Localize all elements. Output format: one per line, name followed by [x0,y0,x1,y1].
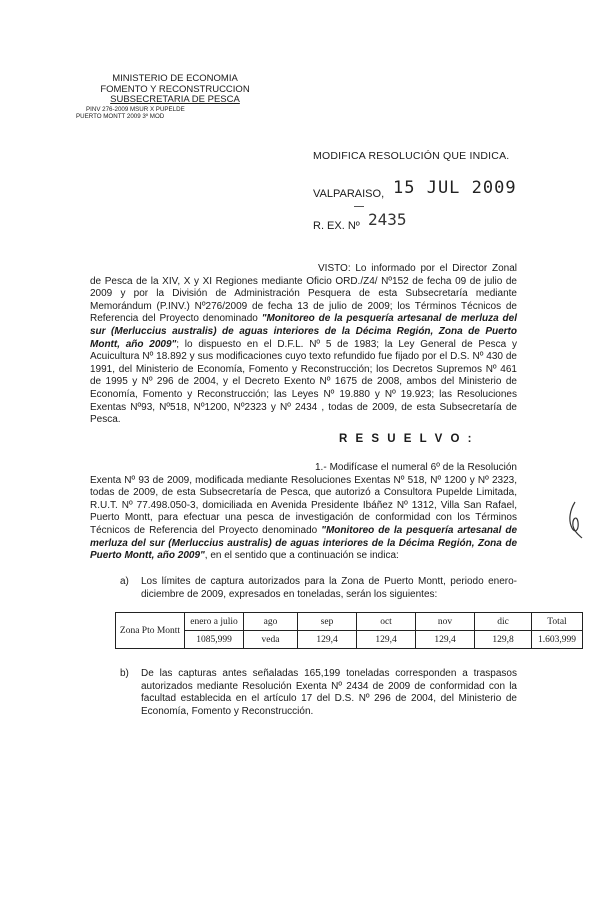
table-row [116,631,583,649]
header-cell: nov [416,613,475,631]
letterhead [76,73,270,120]
resuelvo-heading: R E S U E L V O : [339,433,474,445]
reference-line-1: PINV 276-2009 MSUR X PUPELDE [86,105,185,113]
place-label: VALPARAISO, [313,188,385,200]
header-cell: ago [244,613,298,631]
item-1-text-b: , en el sentido que a continuación se indica: [204,550,399,562]
header-cell: Total [532,613,583,631]
ministry-subname: FOMENTO Y RECONSTRUCCION [100,83,250,95]
document-title: MODIFICA RESOLUCIÓN QUE INDICA. [313,150,510,162]
value-cell: 129,4 [416,631,475,649]
resolution-label: R. EX. Nº [313,220,360,232]
sub-a-label: a) [120,576,129,587]
visto-text-2: ; lo dispuesto en el D.F.L. Nº 5 de 1983; la Ley General de Pesca y Acuicultura Nº 18.892 y sus modificaciones cuyo texto refundido fue fijado por el D.S. Nº 430 de 1991, del Ministerio de Economía, Fomento y Reconstrucción; los Decretos Supremos Nº 461 de 1995 y Nº 296 de 2004, y el Decreto Exento Nº 1675 de 2008, ambos del Ministerio de Economía, Fomento y Reconstrucción; las Leyes Nº 19.880 y Nº 19.923; las Resoluciones Exentas Nº93, Nº518, Nº1200, Nº2323 y Nº 2434 , todas de 2009, de esta Subsecretaría de Pesca. [90,338,517,426]
sub-a-text: Los límites de captura autorizados para la Zona de Puerto Montt, periodo enero-diciembre de 2009, expresados en toneladas, serán los siguientes: [141,576,517,600]
sub-b-label: b) [120,668,129,679]
header-cell: sep [298,613,357,631]
value-cell: 129,8 [475,631,532,649]
header-cell: oct [357,613,416,631]
visto-paragraph [90,263,517,427]
margin-signature-mark [566,500,584,540]
date-stamp: 15 JUL 2009 [393,178,517,198]
header-cell: enero a julio [185,613,244,631]
value-cell: 1.603,999 [532,631,583,649]
header-cell: dic [475,613,532,631]
value-cell: 1085,999 [185,631,244,649]
item-1-paragraph [90,462,517,563]
value-cell: 129,4 [298,631,357,649]
visto-text-1: VISTO: Lo informado por el Director Zonal de Pesca de la XIV, X y XI Regiones mediante Oficio ORD./Z4/ Nº152 de fecha 09 de julio de 2009 y por la División de Administración Pesquera de esta Subsecretaría mediante Memorándum (P.INV.) Nº276/2009 de fecha 13 de julio de 2009; los Términos Técnicos de Referencia del Proyecto denominado [90,263,517,325]
table-row [116,613,583,631]
value-cell: veda [244,631,298,649]
value-cell: 129,4 [357,631,416,649]
item-1-text-a: 1.- Modifícase el numeral 6º de la Resolución Exenta Nº 93 de 2009, modificada mediante Resoluciones Exentas Nº 518, Nº 1200 y Nº 2323, todas de 2009, de esta Subsecretaría de Pesca, que autorizó a Consultora Pupelde Limitada, R.U.T. Nº 77.498.050-3, domiciliada en Avenida Presidente Ibáñez Nº 1312, Villa San Rafael, Puerto Montt, para efectuar una pesca de investigación de conformidad con los Términos Técnicos de Referencia del Proyecto denominado [90,462,517,536]
resolution-number: 2435 [368,210,407,229]
subsecretaria-name: SUBSECRETARIA DE PESCA [110,94,240,105]
capture-limits-table [115,612,583,649]
reference-line-2: PUERTO MONTT 2009 3º MOD [76,112,165,120]
ministry-name: MINISTERIO DE ECONOMIA [112,73,238,84]
item-1-project-title: "Monitoreo de la pesquería artesanal de merluza del sur (Merluccius australis) de aguas interiores de la Décima Región, Zona de Puerto Montt, año 2009" [90,524,518,562]
stamp-mark [354,206,364,207]
sub-b-text: De las capturas antes señaladas 165,199 toneladas corresponden a traspasos autorizados mediante Resolución Exenta Nº 2434 de 2009 de conformidad con la facultad establecida en el artículo 17 del D.S. Nº 296 de 2004, del Ministerio de Economía, Fomento y Reconstrucción. [141,668,517,717]
visto-project-title: "Monitoreo de la pesquería artesanal de merluza del sur (Merluccius australis) de aguas interiores de la Décima Región, Zona de Puerto Montt, año 2009" [90,313,517,350]
row-label-cell: Zona Pto Montt [116,613,185,649]
